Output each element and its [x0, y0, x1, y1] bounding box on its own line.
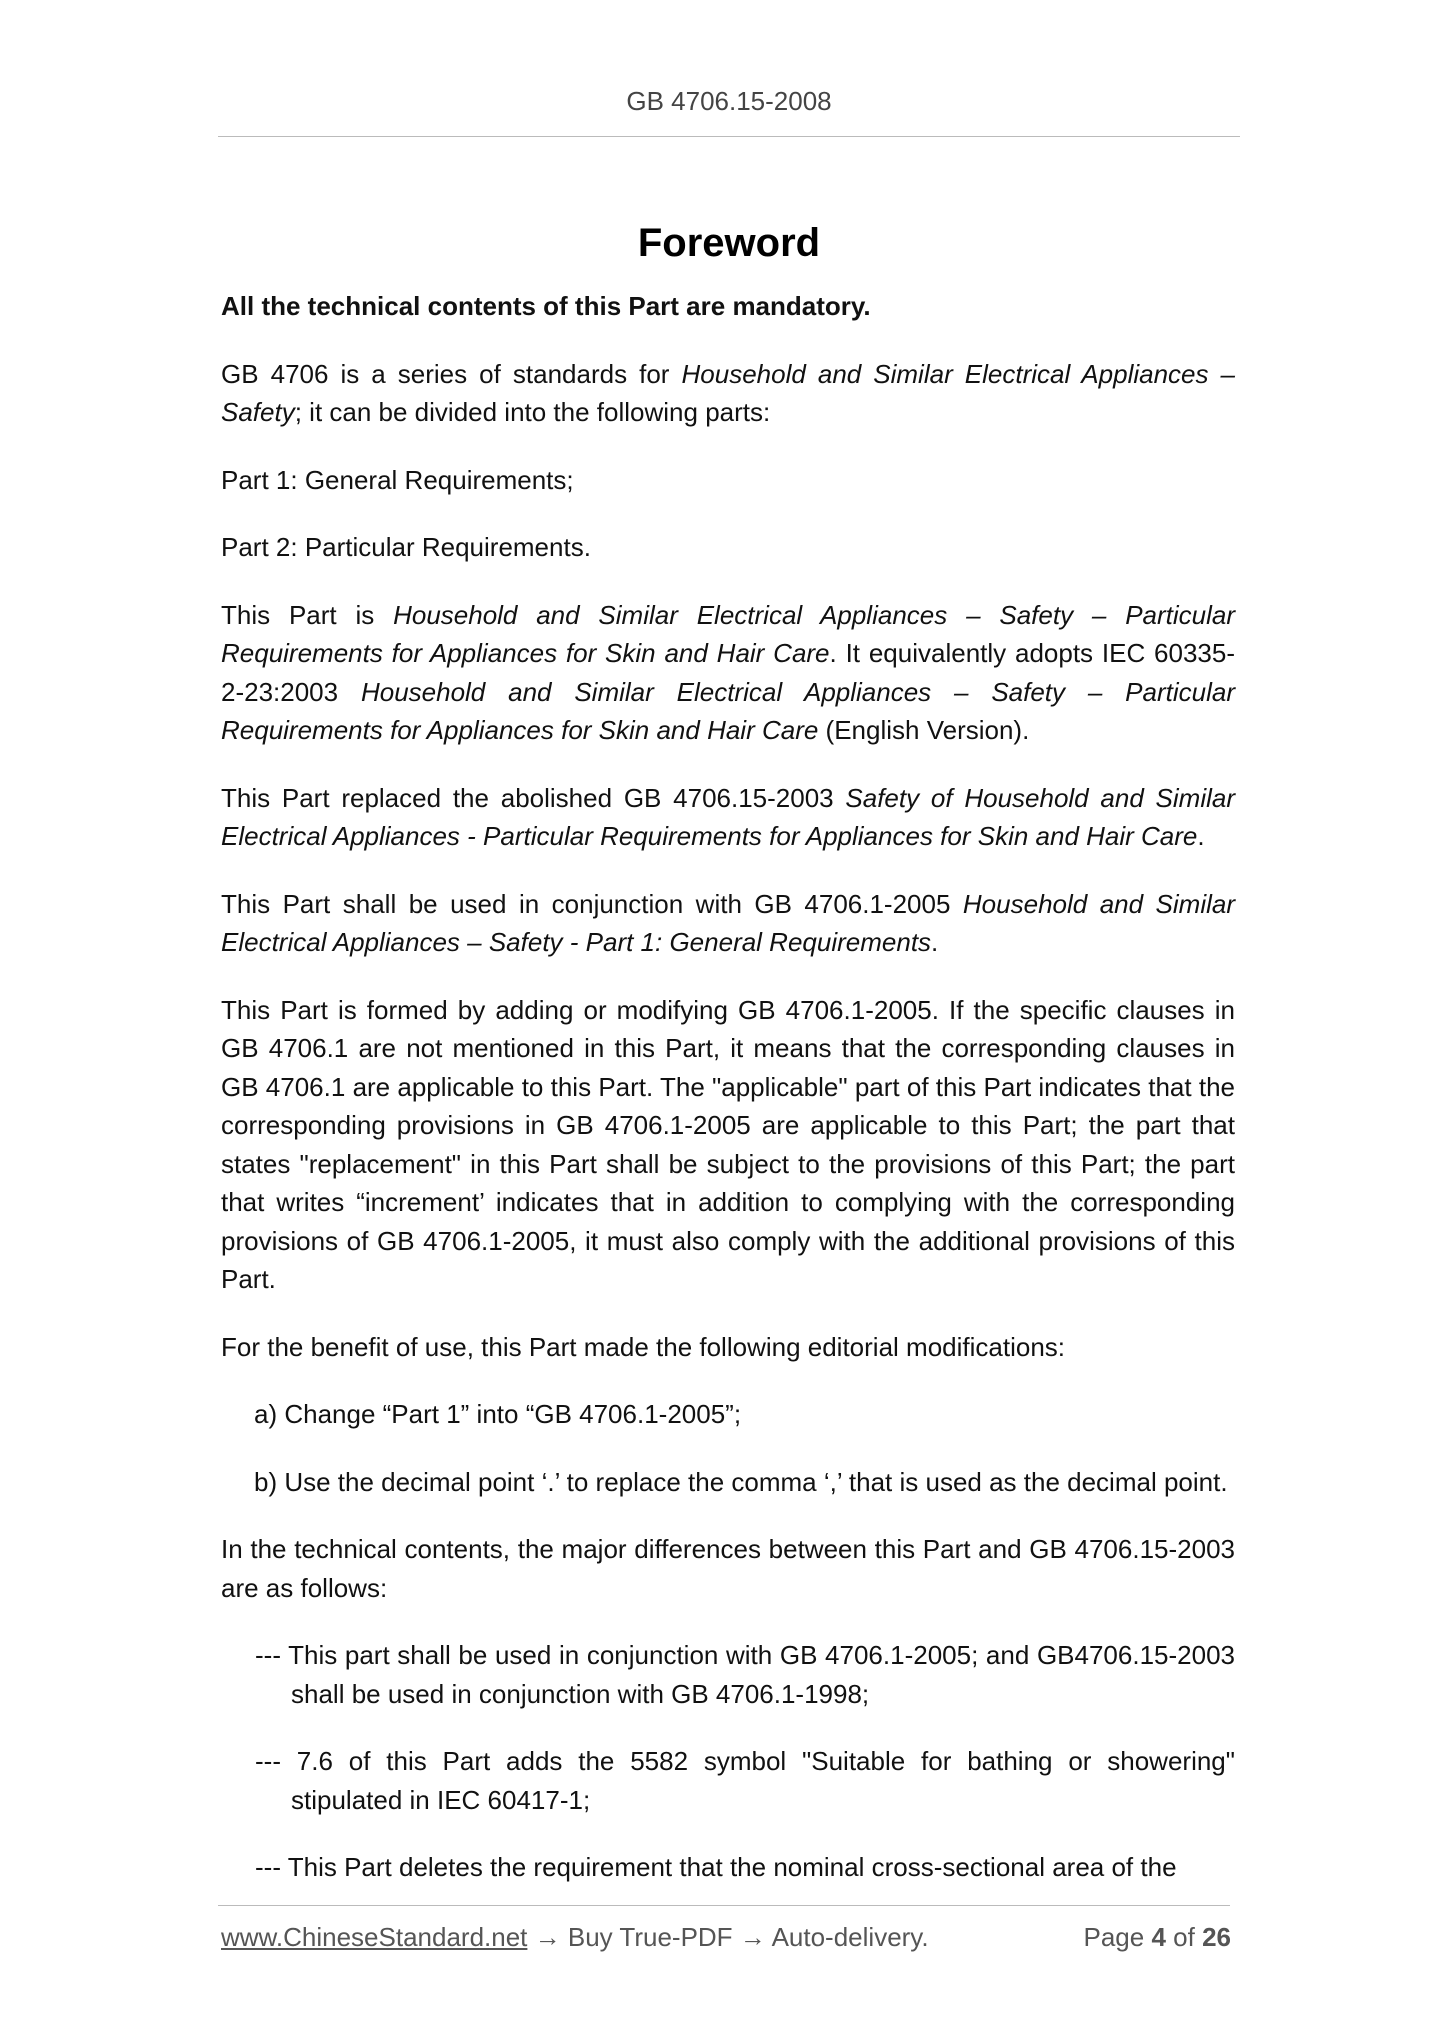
conjunction-paragraph	[221, 885, 1235, 962]
conjunction-text-2: .	[931, 927, 939, 957]
iec-title: Household and Similar Electrical Appliances – Safety – Particular Requirements for Appliances for Skin and Hair Care	[221, 676, 1235, 745]
total-pages: 26	[1202, 1922, 1231, 1952]
page-number: 4	[1151, 1922, 1166, 1952]
replaced-title: Safety of Household and Similar Electrical Appliances - Particular Requirements for Appliances for Skin and Hair Care	[221, 782, 1235, 851]
page-word: Page	[1083, 1922, 1145, 1952]
difference-item-1: --- This part shall be used in conjunction with GB 4706.1-2005; and GB4706.15-2003 shall be used in conjunction with GB 4706.1-1998;	[255, 1640, 1235, 1709]
document-body	[221, 287, 1235, 1916]
of-word: of	[1173, 1922, 1195, 1952]
this-part-text-1: This Part is	[221, 599, 394, 630]
this-part-title: Household and Similar Electrical Appliances – Safety – Particular Requirements for Appliances for Skin and Hair Care	[221, 599, 1236, 668]
page-title: Foreword	[637, 220, 821, 265]
conjunction-title: Household and Similar Electrical Appliances – Safety - Part 1: General Requirements	[221, 888, 1235, 957]
modification-item-a: a) Change “Part 1” into “GB 4706.1-2005”;	[254, 1399, 742, 1429]
footer-tagline: → Buy True-PDF → Auto-delivery.	[527, 1922, 929, 1952]
modification-item-b: b) Use the decimal point ‘.’ to replace the comma ‘,’ that is used as the decimal point.	[254, 1466, 1228, 1497]
mandatory-statement: All the technical contents of this Part are mandatory.	[221, 291, 871, 321]
benefit-paragraph: For the benefit of use, this Part made the following editorial modifications:	[221, 1331, 1065, 1362]
page-indicator	[1083, 1922, 1231, 1953]
running-header: GB 4706.15-2008	[626, 86, 832, 116]
part-1-line: Part 1: General Requirements;	[221, 464, 574, 495]
replaced-paragraph	[221, 779, 1235, 856]
difference-item-3: --- This Part deletes the requirement that the nominal cross-sectional area of the	[255, 1852, 1177, 1882]
website-link[interactable]: www.ChineseStandard.net	[221, 1922, 528, 1952]
this-part-paragraph	[221, 596, 1235, 750]
conjunction-text-1: This Part shall be used in conjunction with GB 4706.1-2005	[221, 888, 963, 919]
header-divider	[218, 136, 1240, 137]
series-title: Household and Similar Electrical Appliances – Safety	[221, 358, 1236, 427]
page-footer	[221, 1922, 1231, 1953]
this-part-text-3: (English Version).	[818, 715, 1030, 745]
footer-divider	[218, 1905, 1230, 1906]
part-2-line: Part 2: Particular Requirements.	[221, 532, 591, 562]
series-text-1: GB 4706 is a series of standards for	[221, 358, 682, 389]
difference-item-2: --- 7.6 of this Part adds the 5582 symbol "Suitable for bathing or showering" stipulated in IEC 60417-1;	[255, 1746, 1235, 1815]
differences-paragraph: In the technical contents, the major differences between this Part and GB 4706.15-2003 are as follows:	[221, 1534, 1235, 1603]
series-text-2: ; it can be divided into the following parts:	[294, 397, 771, 427]
this-part-text-2: . It equivalently adopts IEC 60335-2-23:2003	[221, 638, 1235, 707]
replaced-text-2: .	[1197, 821, 1205, 851]
series-paragraph	[221, 355, 1235, 432]
formed-paragraph: This Part is formed by adding or modifying GB 4706.1-2005. If the specific clauses in GB 4706.1 are not mentioned in this Part, it means that the corresponding clauses in GB 4706.1 are applicable to this Part. The "applicable" part of this Part indicates that the corresponding provisions in GB 4706.1-2005 are applicable to this Part; the part that states "replacement" in this Part shall be subject to the provisions of this Part; the part that writes “increment’ indicates that in addition to complying with the corresponding provisions of GB 4706.1-2005, it must also comply with the additional provisions of this Part.	[221, 994, 1235, 1294]
replaced-text-1: This Part replaced the abolished GB 4706.15-2003	[221, 782, 846, 813]
